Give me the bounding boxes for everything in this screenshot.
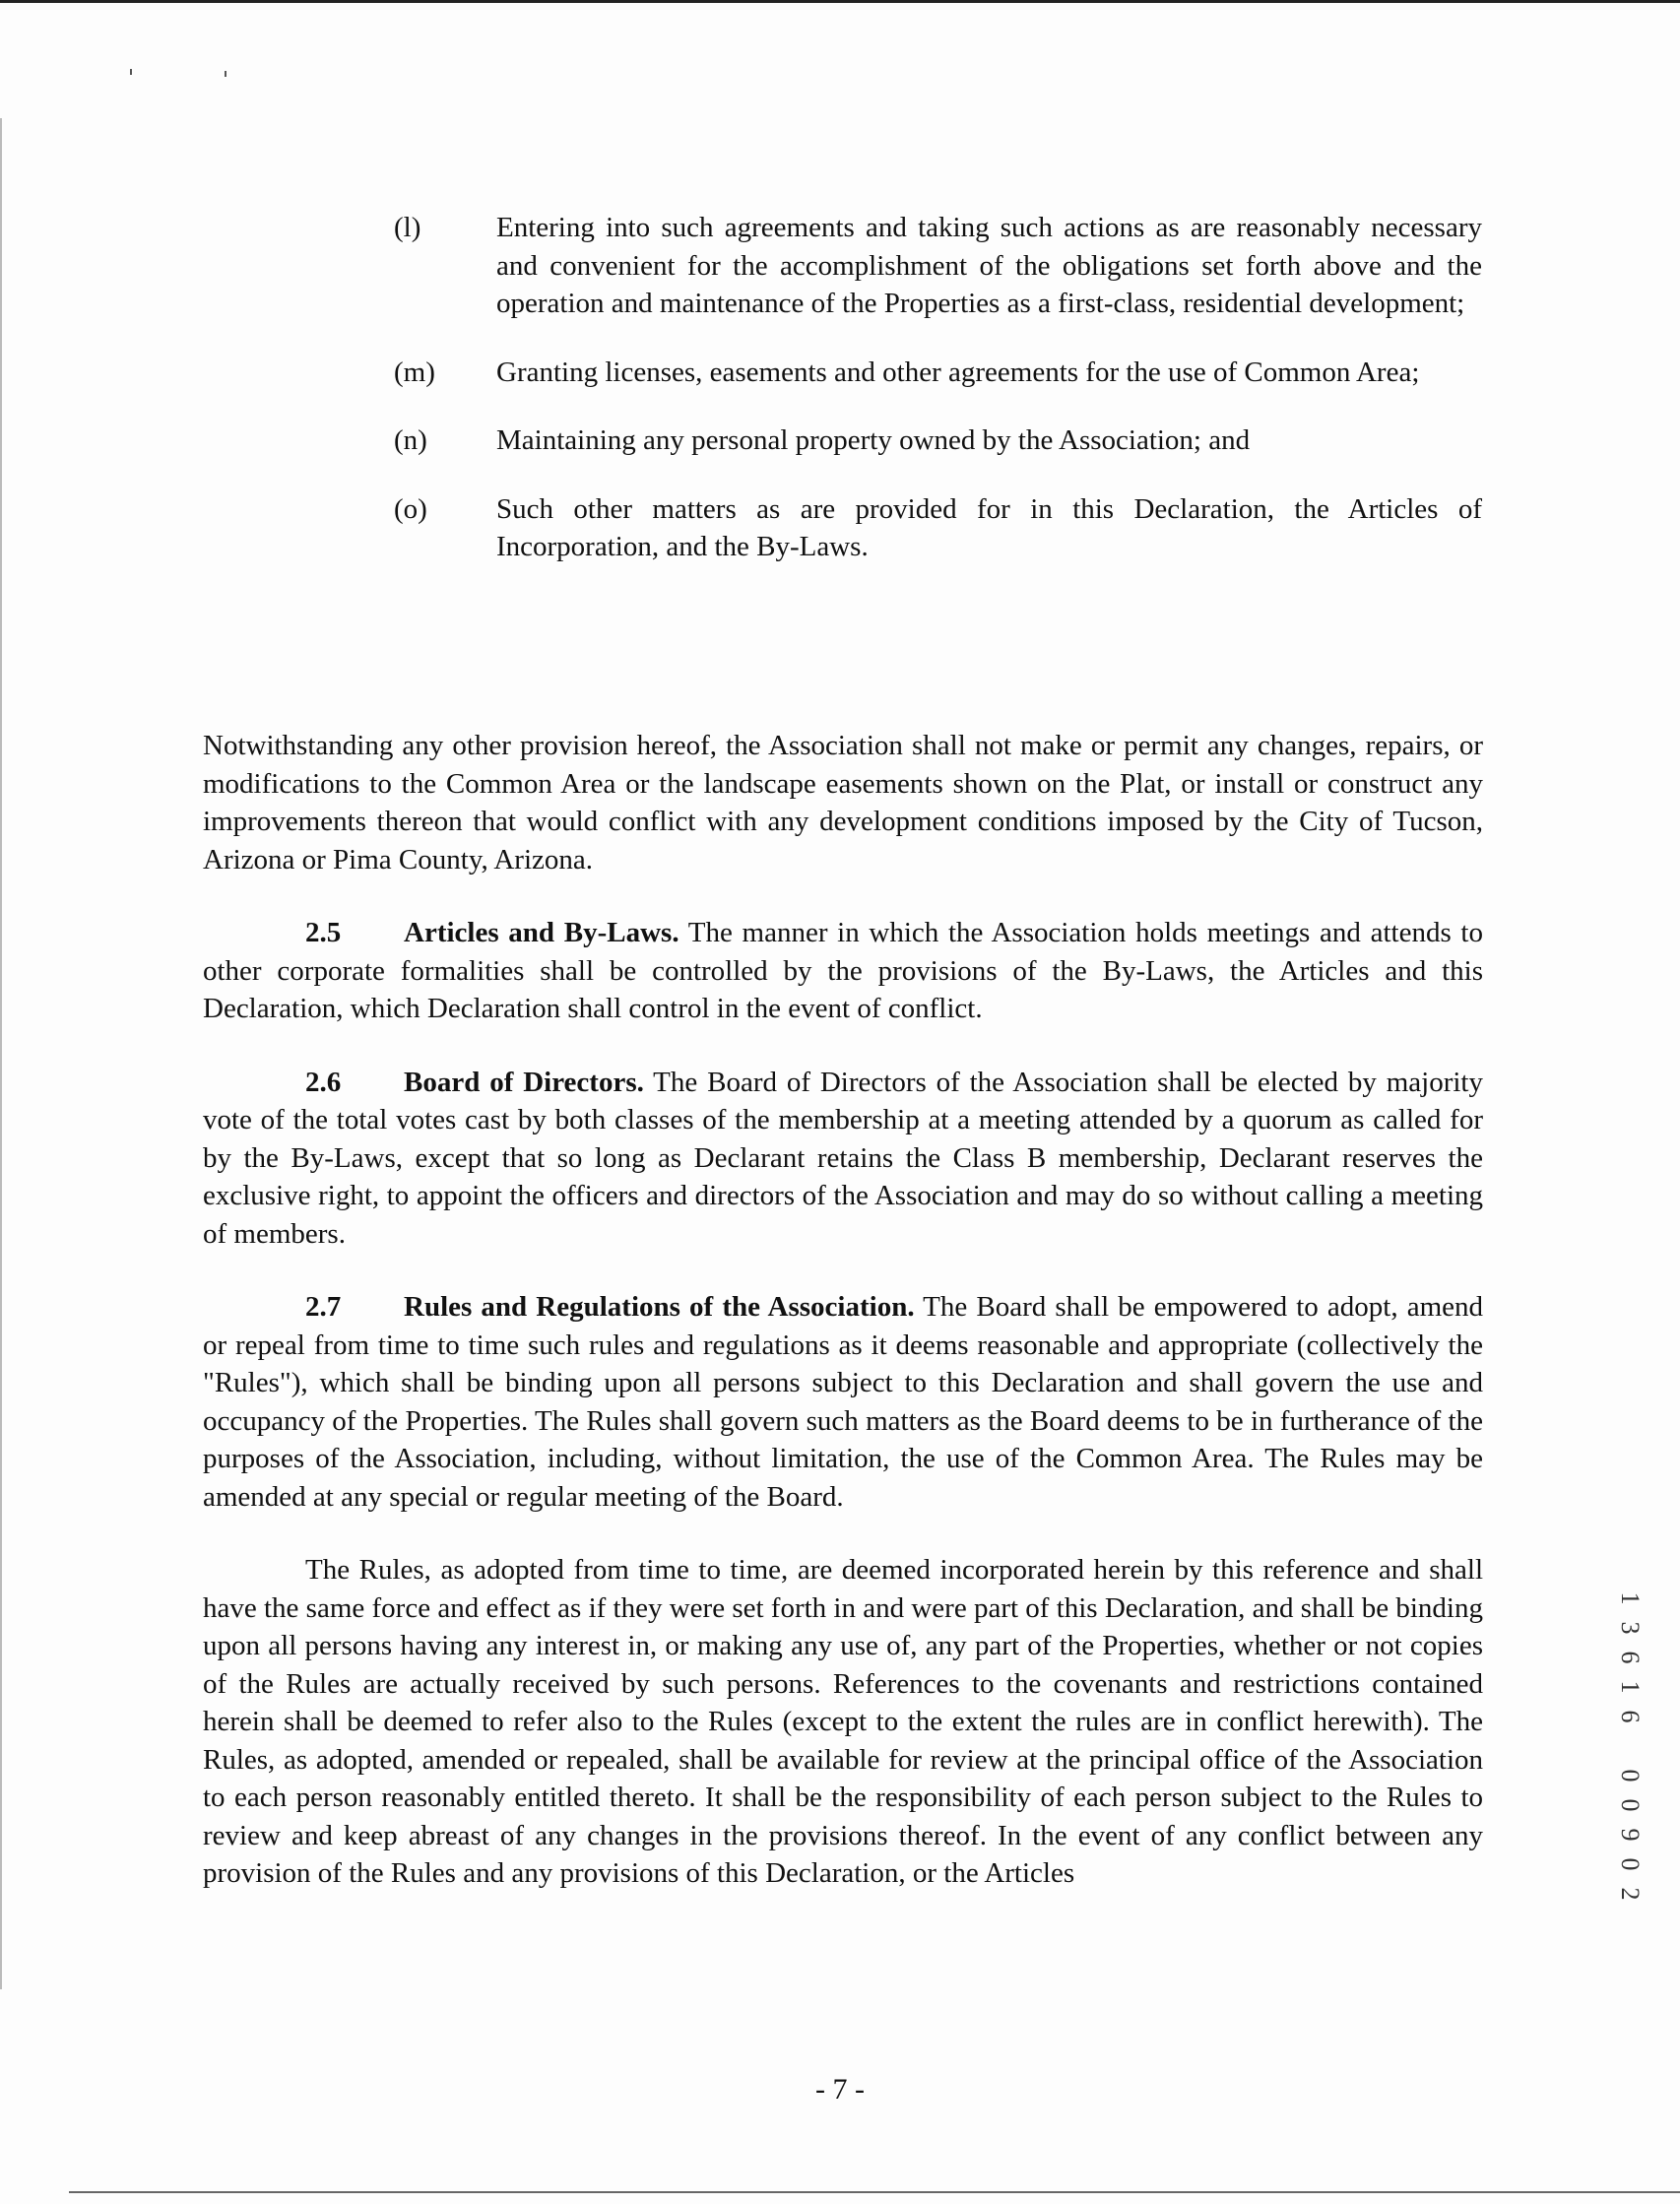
stamp-character: 2 <box>1616 1887 1645 1901</box>
scan-speck <box>225 71 226 77</box>
section-text: The Board shall be empowered to adopt, amend or repeal from time to time such rules and regulations as it deems reasonable and appropriate (collectively the "Rules"), which shall be binding upon all persons subject to this Declaration and shall govern the use and occupancy of the Properties. The Rules shall govern such matters as the Board deems to be in furtherance of the purposes of the Association, including, without limitation, the use of the Common Area. The Rules may be amended at any special or regular meeting of the Board. <box>203 1291 1484 1513</box>
section-number: 2.6 <box>305 1066 342 1098</box>
list-marker: (l) <box>394 212 421 243</box>
section-text: The Board of Directors of the Association shall be elected by majority vote of the total votes cast by both classes of the membership at a meeting attended by a quorum as called for by the By-Laws, except that so long as Declarant retains the Class B membership, Declarant reserves the exclusive right, to appoint the officers and directors of the Association and may do so without calling a meeting of members. <box>203 1066 1483 1250</box>
section-number: 2.7 <box>305 1291 342 1323</box>
list-item <box>394 490 1482 566</box>
section-2-7 <box>203 1288 1483 1516</box>
list-item-text: Such other matters as are provided for in this Declaration, the Articles of Incorporation, and the By-Laws. <box>496 492 1482 562</box>
stamp-character: 9 <box>1616 1828 1645 1842</box>
section-number: 2.5 <box>305 917 342 948</box>
section-text: The manner in which the Association holds meetings and attends to other corporate formalities shall be controlled by the provisions of the By-Laws, the Articles and this Declaration, which Declaration shall control in the event of conflict. <box>203 917 1483 1024</box>
list-item <box>394 354 1482 392</box>
scan-speck <box>130 69 132 75</box>
list-item-text: Entering into such agreements and taking such actions as are reasonably necessary and convenient for the accomplishment of the obligations set forth above and the operation and maintenance of the Properties as a first-class, residential development; <box>496 212 1482 319</box>
recording-stamp <box>1615 1584 1645 1909</box>
powers-list <box>394 209 1482 597</box>
section-2-6 <box>203 1064 1483 1254</box>
section-title: Articles and By-Laws. <box>404 917 679 948</box>
list-marker: (o) <box>394 492 427 525</box>
notwithstanding-paragraph: Notwithstanding any other provision hereof, the Association shall not make or permit any changes, repairs, or modifications to the Common Area or the landscape easements shown on the Plat, or install or construct any improvements thereon that would conflict with any development conditions imposed by the City of Tucson, Arizona or Pima County, Arizona. <box>203 730 1483 875</box>
stamp-character: 0 <box>1616 1798 1645 1812</box>
rules-paragraph: The Rules, as adopted from time to time, are deemed incorporated herein by this reference and shall have the same force and effect as if they were set forth in and were part of this Declaration, and shall be binding upon all persons having any interest in, or making any use of, any part of the Properties, whether or not copies of the Rules are actually received by such persons. References to the covenants and restrictions contained herein shall be deemed to refer also to the Rules (except to the extent the rules are in conflict herewith). The Rules, as adopted, amended or repealed, shall be available for review at the principal office of the Association to each person reasonably entitled thereto. It shall be the responsibility of each person subject to the Rules to review and keep abreast of any changes in the provisions thereof. In the event of any conflict between any provision of the Rules and any provisions of this Declaration, or the Articles <box>203 1554 1483 1889</box>
body-text <box>203 727 1483 1928</box>
list-item <box>394 421 1482 460</box>
stamp-character: 6 <box>1616 1710 1645 1723</box>
stamp-character <box>1615 1731 1645 1761</box>
list-item <box>394 209 1482 323</box>
stamp-character: 6 <box>1616 1651 1645 1664</box>
stamp-character: 3 <box>1616 1621 1645 1635</box>
scan-edge-bottom <box>69 2191 1680 2193</box>
list-marker: (m) <box>394 356 435 388</box>
stamp-character: 0 <box>1616 1857 1645 1871</box>
stamp-character: 1 <box>1616 1680 1645 1694</box>
stamp-character: 0 <box>1616 1769 1645 1783</box>
list-item-text: Granting licenses, easements and other agreements for the use of Common Area; <box>496 356 1420 388</box>
list-item-text: Maintaining any personal property owned by the Association; and <box>496 424 1251 456</box>
list-marker: (n) <box>394 424 427 456</box>
section-title: Board of Directors. <box>404 1066 644 1098</box>
section-2-5 <box>203 914 1483 1028</box>
section-title: Rules and Regulations of the Association. <box>404 1291 915 1323</box>
stamp-character: 1 <box>1616 1591 1645 1605</box>
scan-edge-top <box>0 0 1680 3</box>
page-number: - 7 - <box>815 2073 865 2106</box>
scan-edge-left <box>0 118 2 1989</box>
